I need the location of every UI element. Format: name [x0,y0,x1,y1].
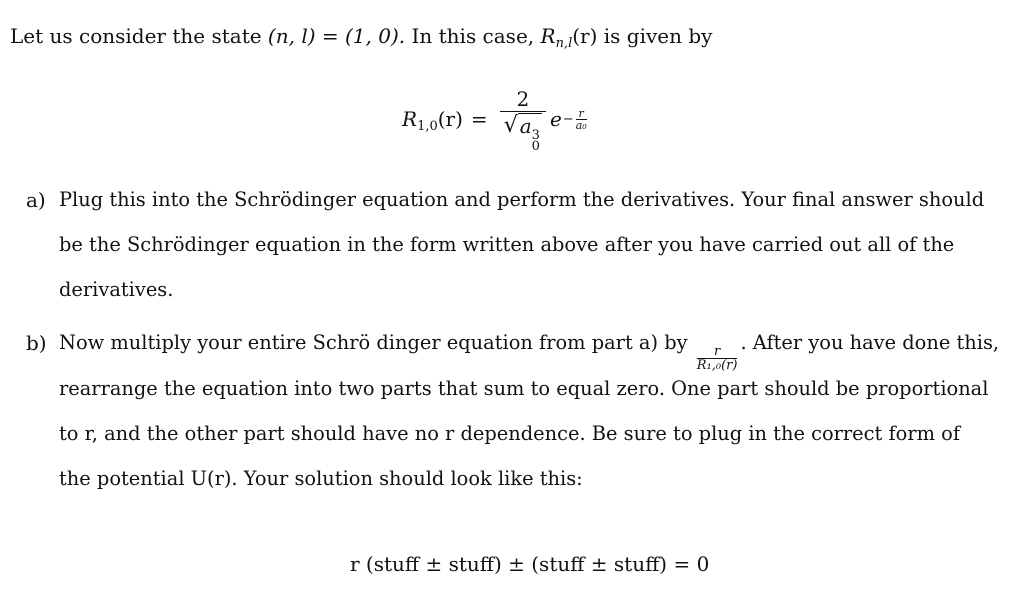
sqrt-icon: √ [503,112,518,138]
eq-sqrt-sup: 3 [531,127,540,143]
part-b-line-1-before: Now multiply your entire Schrö dinger equation from part a) by [59,331,688,354]
eq-lhs [402,107,463,134]
part-b-inline-fraction [697,345,738,372]
eq-sqrt [504,113,542,152]
part-b-line-2: rearrange the equation into two parts that sum to equal zero. One part should be proportional [59,377,989,400]
final-form-equation: r (stuff ± stuff) ± (stuff ± stuff) = 0 [350,552,710,576]
eq-denominator [500,112,546,152]
part-b-line-1 [59,329,999,372]
eq-lhs-symbol: R [402,107,418,131]
intro-radial-sub: n,l [555,36,573,51]
part-b-line-4: the potential U(r). Your solution should look like this: [59,467,583,490]
intro-text-middle: In this case, [411,24,535,48]
part-a-line-2: be the Schrödinger equation in the form written above after you have carried out all of the [59,233,955,256]
part-a-line-3: derivatives. [59,278,174,301]
intro-radial-symbol: R [540,24,556,48]
part-a-line-1: Plug this into the Schrödinger equation and perform the derivatives. Your final answer should [59,188,985,211]
eq-lhs-arg: (r) [437,107,463,131]
part-b-label: b) [26,331,47,355]
eq-exp-sign: − [562,111,574,127]
eq-sqrt-sub: 0 [531,138,540,154]
eq-equals: = [470,107,488,131]
eq-exp-base: e [549,107,562,131]
intro-line [10,22,712,50]
eq-sqrt-base: a [519,113,532,138]
eq-numerator: 2 [516,86,530,111]
part-b-line-1-after: . After you have done this, [740,331,1000,354]
part-a-label: a) [26,188,46,212]
part-b-frac-den: R₁,₀(r) [696,358,738,373]
part-b-frac-num: r [713,344,721,359]
intro-radial-function [540,24,598,51]
eq-sqrt-radicand [518,113,542,152]
radial-equation [402,84,587,154]
intro-text-after: is given by [603,24,713,48]
eq-fraction [500,87,546,152]
intro-radial-arg: (r) [572,24,598,48]
eq-exp-den: a₀ [575,118,587,132]
eq-exp-fraction [576,108,587,131]
eq-lhs-sub: 1,0 [417,119,438,134]
eq-exp-num: r [578,106,584,120]
intro-text-before: Let us consider the state [10,24,262,48]
intro-state-expr: (n, l) = (1, 0). [267,24,406,48]
part-b-line-3: to r, and the other part should have no r dependence. Be sure to plug in the correct form of [59,422,960,445]
